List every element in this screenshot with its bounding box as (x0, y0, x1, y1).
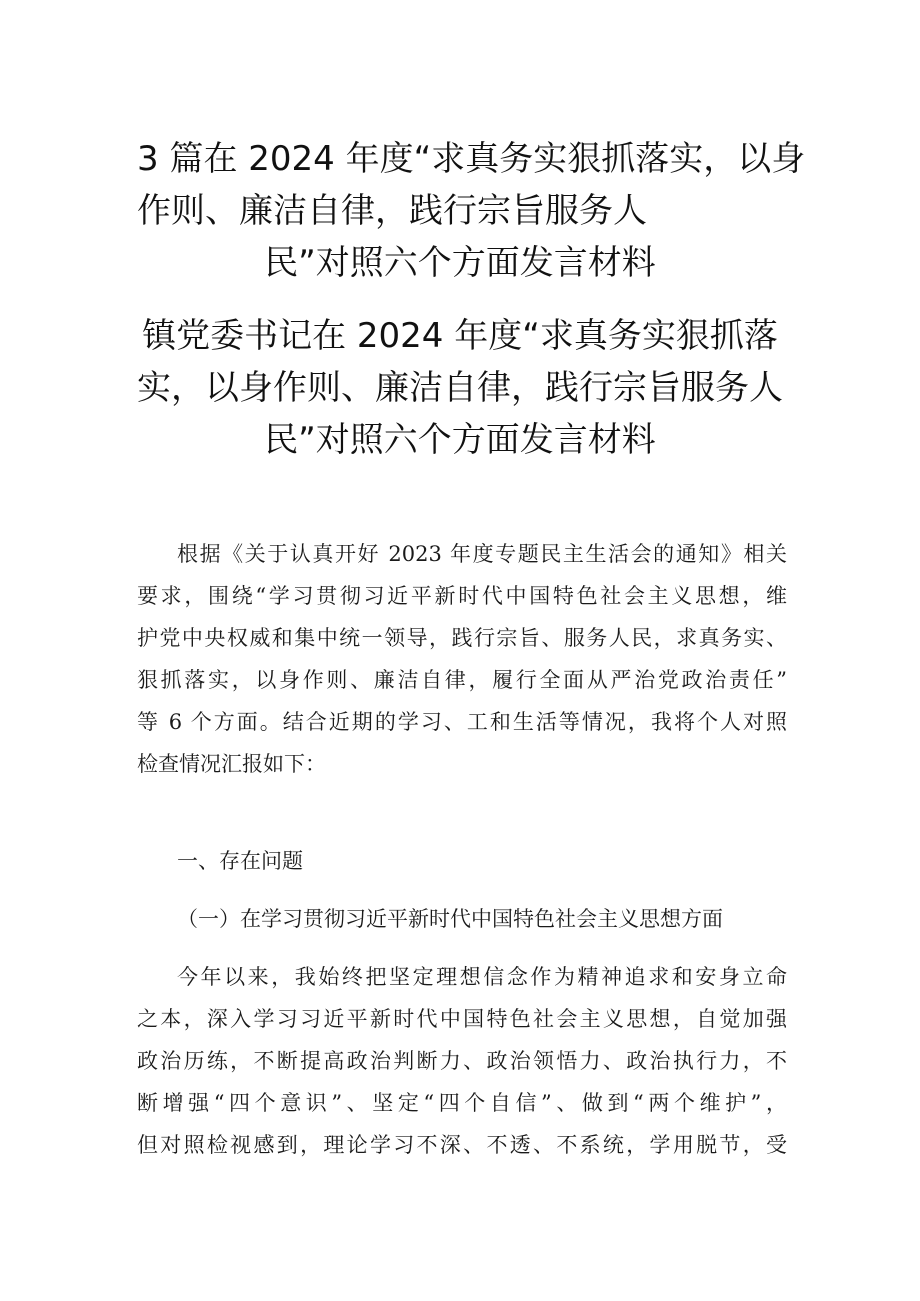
subtitle-line-2: 实，以身作则、廉洁自律，践行宗旨服务人 (137, 368, 783, 408)
title-line-2: 作则、廉洁自律，践行宗旨服务人 (137, 191, 647, 231)
paragraph-line: 政治历练，不断提高政治判断力、政治领悟力、政治执行力，不 (137, 1049, 787, 1073)
paragraph-line: 护党中央权威和集中统一领导，践行宗旨、服务人民，求真务实、 (137, 626, 787, 650)
subsection-heading-text: （一）在学习贯彻习近平新时代中国特色社会主义思想方面 (177, 907, 723, 931)
paragraph-line: 等 6 个方面。结合近期的学习、工和生活等情况，我将个人对照 (137, 710, 787, 734)
subtitle-line-3: 民”对照六个方面发言材料 (264, 420, 656, 460)
title-line-3: 民”对照六个方面发言材料 (264, 243, 656, 283)
section-heading (137, 840, 787, 882)
intro-paragraph (137, 533, 787, 785)
document-title (0, 133, 920, 289)
document-subtitle (0, 310, 920, 466)
paragraph-line: 检查情况汇报如下： (137, 752, 326, 776)
paragraph-line: 要求，围绕“学习贯彻习近平新时代中国特色社会主义思想，维 (137, 584, 787, 608)
paragraph-line: 狠抓落实，以身作则、廉洁自律，履行全面从严治党政治责任” (137, 668, 787, 692)
subsection-heading (137, 898, 787, 940)
paragraph-line: 断增强“四个意识”、坚定“四个自信”、做到“两个维护”， (137, 1091, 787, 1115)
paragraph-line: 今年以来，我始终把坚定理想信念作为精神追求和安身立命 (177, 965, 787, 989)
subtitle-line-1: 镇党委书记在 2024 年度“求真务实狠抓落 (142, 316, 778, 356)
section-heading-text: 一、存在问题 (177, 849, 303, 873)
paragraph-line: 但对照检视感到，理论学习不深、不透、不系统，学用脱节，受 (137, 1133, 787, 1157)
paragraph-line: 之本，深入学习习近平新时代中国特色社会主义思想，自觉加强 (137, 1007, 787, 1031)
title-line-1: 3 篇在 2024 年度“求真务实狠抓落实，以身 (137, 139, 806, 179)
body-paragraph (137, 956, 787, 1166)
paragraph-line: 根据《关于认真开好 2023 年度专题民主生活会的通知》相关 (177, 542, 787, 566)
